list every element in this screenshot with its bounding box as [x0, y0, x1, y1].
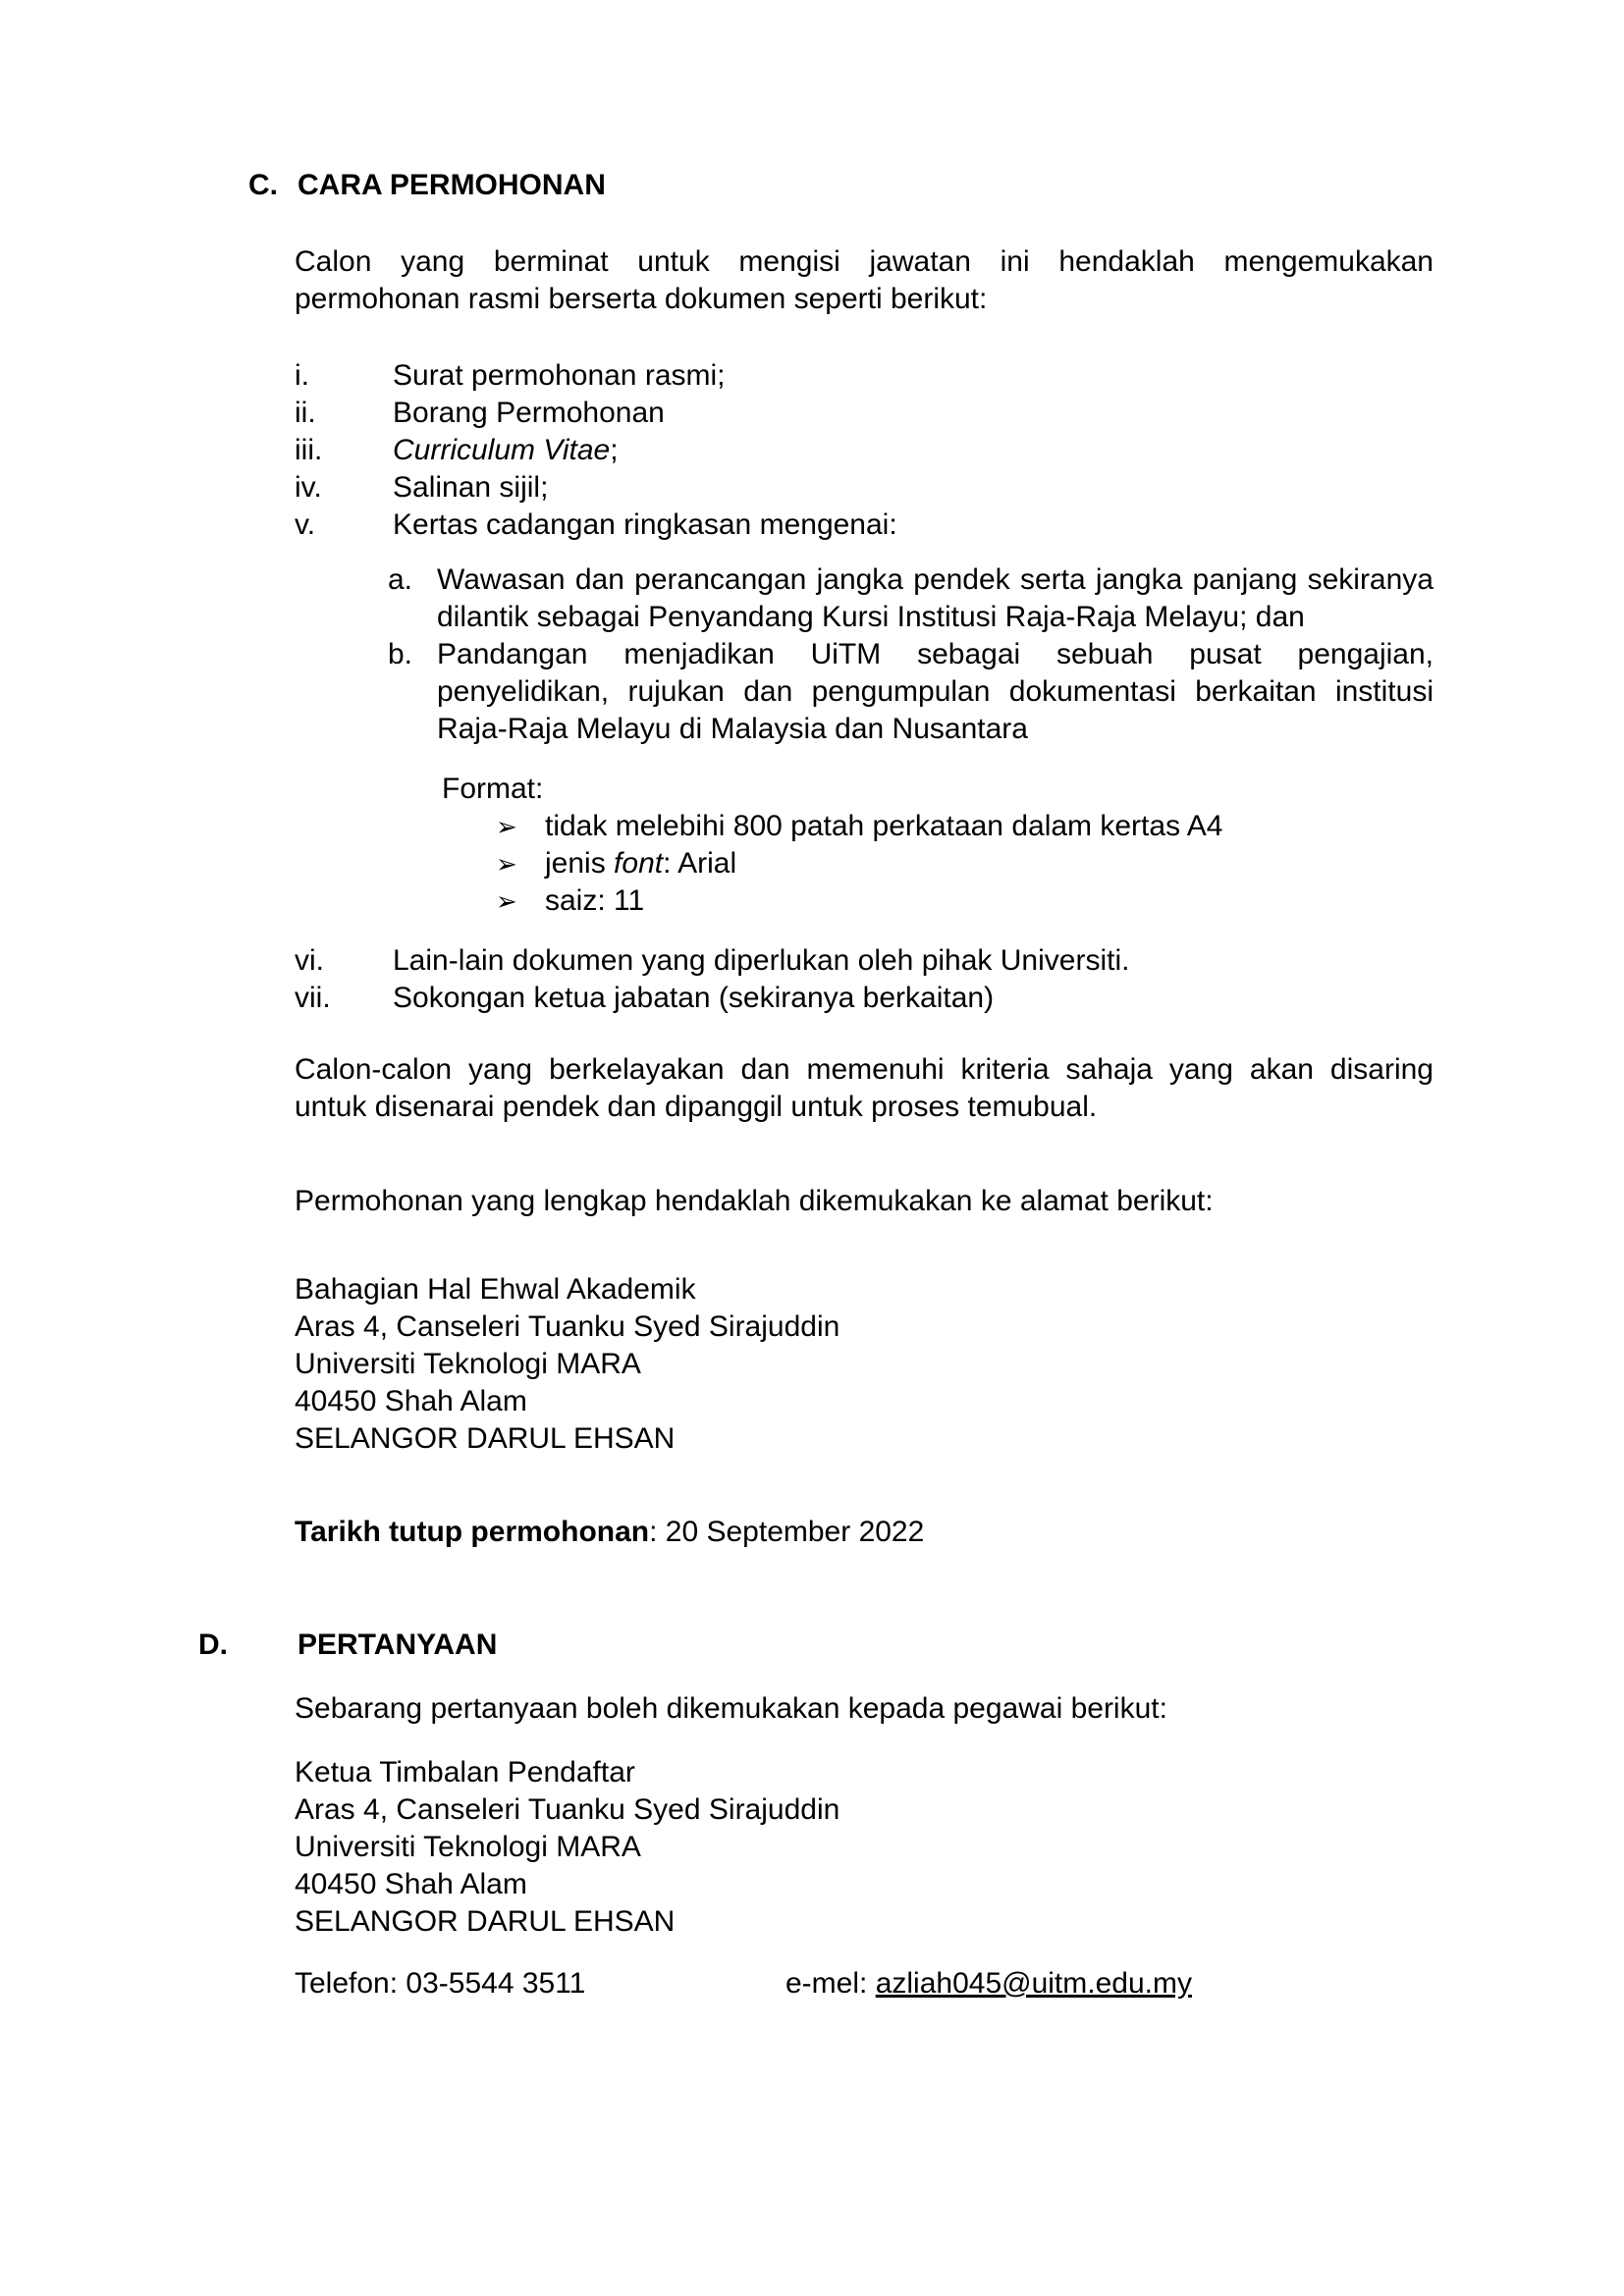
phone-email-row: [295, 1965, 1434, 2002]
contact-line: Aras 4, Canseleri Tuanku Syed Sirajuddin: [295, 1793, 840, 1826]
contact-line: Universiti Teknologi MARA: [295, 1831, 641, 1863]
section-d-content: [295, 1690, 1434, 2002]
list-item-vii: [295, 980, 1434, 1017]
list-item-b: [388, 636, 1434, 748]
font-word-italic: font: [614, 847, 664, 880]
list-marker: i.: [295, 359, 309, 392]
list-item-vi: [295, 942, 1434, 980]
address-line: SELANGOR DARUL EHSAN: [295, 1422, 676, 1455]
list-marker: a.: [388, 563, 413, 596]
section-c-label: C.: [248, 169, 278, 201]
deadline-label: Tarikh tutup permohonan: [295, 1516, 650, 1548]
section-d-intro-paragraph: Sebarang pertanyaan boleh dikemukakan kepada pegawai berikut:: [295, 1692, 1167, 1725]
format-items: [496, 808, 1434, 920]
section-d-heading: [198, 1627, 1434, 1664]
contact-line: Ketua Timbalan Pendaftar: [295, 1756, 635, 1789]
list-marker: iii.: [295, 434, 323, 466]
deadline-value: : 20 September 2022: [649, 1516, 925, 1548]
list-item-text: Pandangan menjadikan UiTM sebagai sebuah pusat pengajian, penyelidikan, rujukan dan pengumpulan dokumentasi berkaitan institusi Raja-Raja Melayu di Malaysia dan Nusantara: [437, 638, 1434, 745]
submit-paragraph: Permohonan yang lengkap hendaklah dikemukakan ke alamat berikut:: [295, 1185, 1214, 1217]
address-line: 40450 Shah Alam: [295, 1385, 527, 1417]
format-item-1: [496, 808, 1434, 845]
document-list-roman-2: [295, 942, 1434, 1017]
arrow-bullet-icon: ➢: [496, 886, 517, 916]
list-item-text: Kertas cadangan ringkasan mengenai:: [393, 508, 897, 541]
format-item-2: [496, 845, 1434, 882]
mailing-address-block: [295, 1271, 1434, 1458]
list-marker: vi.: [295, 944, 324, 977]
list-marker: vii.: [295, 982, 331, 1014]
list-item-i: [295, 357, 1434, 395]
format-item-text: [545, 845, 1434, 882]
address-line: Universiti Teknologi MARA: [295, 1348, 641, 1380]
list-item-text: Wawasan dan perancangan jangka pendek serta jangka panjang sekiranya dilantik sebagai Penyandang Kursi Institusi Raja-Raja Melayu; dan: [437, 563, 1434, 633]
email-label: e-mel:: [785, 1967, 876, 2000]
list-item-iii: [295, 432, 1434, 469]
list-marker: iv.: [295, 471, 322, 504]
address-line: Bahagian Hal Ehwal Akademik: [295, 1273, 696, 1306]
format-item-3: [496, 882, 1434, 920]
format-item-text: saiz: 11: [545, 884, 645, 917]
list-item-v: [295, 507, 1434, 544]
list-item-text: Borang Permohonan: [393, 397, 665, 429]
section-d-label: D.: [198, 1629, 228, 1661]
contact-line: SELANGOR DARUL EHSAN: [295, 1905, 676, 1938]
address-line: Aras 4, Canseleri Tuanku Syed Sirajuddin: [295, 1310, 840, 1343]
format-label: Format:: [442, 773, 544, 805]
arrow-bullet-icon: ➢: [496, 812, 517, 841]
contact-line: 40450 Shah Alam: [295, 1868, 527, 1900]
screening-paragraph: Calon-calon yang berkelayakan dan memenuhi kriteria sahaja yang akan disaring untuk disenarai pendek dan dipanggil untuk proses temubual.: [295, 1053, 1434, 1123]
format-item2-after: : Arial: [663, 847, 737, 880]
list-item-ii: [295, 395, 1434, 432]
section-c-content: [295, 243, 1434, 1551]
email-line: [785, 1965, 1192, 2002]
section-c-heading: [248, 167, 1434, 204]
format-item2-before: jenis: [545, 847, 615, 880]
list-item-text: Surat permohonan rasmi;: [393, 359, 726, 392]
list-marker: ii.: [295, 397, 316, 429]
arrow-bullet-icon: ➢: [496, 849, 517, 879]
contact-address-block: [295, 1754, 1434, 1941]
format-block: [442, 771, 1434, 920]
list-item-text: Sokongan ketua jabatan (sekiranya berkaitan): [393, 982, 995, 1014]
list-item-iv: [295, 469, 1434, 507]
email-link[interactable]: azliah045@uitm.edu.my: [875, 1967, 1192, 2000]
curriculum-vitae-italic: Curriculum Vitae: [393, 434, 611, 466]
document-list-alpha: [388, 561, 1434, 748]
deadline-line: [295, 1514, 1434, 1551]
list-item-text: [393, 432, 1434, 469]
phone-number: Telefon: 03-5544 3511: [295, 1967, 586, 2000]
list-item-text: Salinan sijil;: [393, 471, 549, 504]
list-marker: v.: [295, 508, 316, 541]
list-item-text: Lain-lain dokumen yang diperlukan oleh pihak Universiti.: [393, 944, 1130, 977]
list-marker: b.: [388, 638, 413, 670]
document-list-roman: [295, 357, 1434, 544]
list-item-text-suffix: ;: [610, 434, 619, 466]
section-c-title: CARA PERMOHONAN: [298, 169, 606, 201]
section-d-title: PERTANYAAN: [298, 1629, 498, 1661]
format-item-text: tidak melebihi 800 patah perkataan dalam kertas A4: [545, 810, 1223, 842]
section-c-intro-paragraph: Calon yang berminat untuk mengisi jawatan ini hendaklah mengemukakan permohonan rasmi berserta dokumen seperti berikut:: [295, 245, 1434, 315]
list-item-a: [388, 561, 1434, 636]
